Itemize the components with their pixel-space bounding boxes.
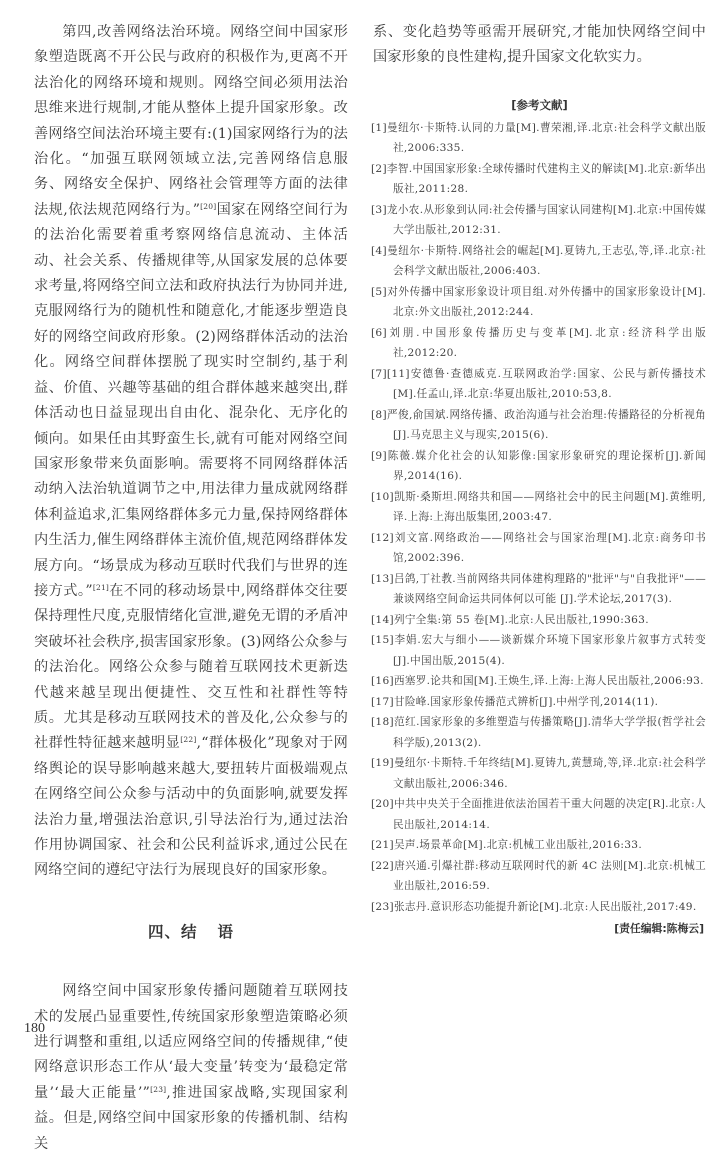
reference-item: [13]吕鸽,丁社教.当前网络共同体建构理路的"批评"与"自我批评"——兼谈网络空间命运共同体何以可能 [J].学术论坛,2017(3).	[371, 572, 706, 606]
page-number: 180	[24, 1021, 45, 1036]
reference-item: [3]龙小农.从形象到认同:社会传播与国家认同建构[M].北京:中国传媒大学出版社,2012:31.	[371, 203, 706, 237]
reference-item: [10]凯斯·桑斯坦.网络共和国——网络社会中的民主问题[M].黄维明,译.上海:上海出版集团,2003:47.	[371, 490, 706, 524]
reference-list	[373, 118, 706, 918]
reference-item: [2]李智.中国国家形象:全球传播时代建构主义的解读[M].北京:新华出版社,2011:28.	[371, 162, 706, 196]
reference-item: [6]刘朋.中国形象传播历史与变革[M].北京:经济科学出版社,2012:20.	[371, 326, 706, 360]
reference-item: [9]陈薇.媒介化社会的认知影像:国家形象研究的理论探析[J].新闻界,2014(16).	[371, 449, 706, 483]
citation-20[interactable]: [20]	[200, 201, 217, 211]
reference-item: [15]李娟.宏大与细小——谈新媒介环境下国家形象片叙事方式转变[J].中国出版,2015(4).	[371, 634, 706, 667]
reference-item: [18]范红.国家形象的多维塑造与传播策略[J].清华大学学报(哲学社会科学版),2013(2).	[371, 716, 706, 749]
body-paragraph-continuation: 系、变化趋势等亟需开展研究,才能加快网络空间中国家形象的良性建构,提升国家文化软实力。	[373, 24, 706, 66]
reference-item: [17]甘险峰.国家形象传播范式辨析[J].中州学刊,2014(11).	[371, 695, 659, 708]
section-heading-conclusion: 四、结 语	[147, 922, 235, 941]
reference-item: [7][11]安德鲁·查德威克.互联网政治学:国家、公民与新传播技术[M].任孟山,译.北京:华夏出版社,2010:53,8.	[371, 367, 706, 401]
citation-23[interactable]: [23]	[150, 1084, 167, 1094]
citation-21[interactable]: [21]	[92, 582, 110, 592]
reference-item: [22]唐兴通.引爆社群:移动互联网时代的新 4C 法则[M].北京:机械工业出版社,2016:59.	[371, 859, 706, 893]
reference-item: [12]刘文富.网络政治——网络社会与国家治理[M].北京:商务印书馆,2002:396.	[371, 531, 706, 565]
reference-item: [23]张志丹.意识形态功能提升新论[M].北京:人民出版社,2017:49.	[371, 900, 697, 913]
left-column	[34, 20, 348, 1157]
reference-item: [1]曼纽尔·卡斯特.认同的力量[M].曹荣湘,译.北京:社会科学文献出版社,2006:335.	[371, 121, 706, 155]
right-column	[373, 20, 706, 936]
reference-item: [19]曼纽尔·卡斯特.千年终结[M].夏铸九,黄慧琦,等,译.北京:社会科学文献出版社,2006:346.	[371, 757, 706, 790]
reference-item: [14]列宁全集:第 55 卷[M].北京:人民出版社,1990:363.	[371, 613, 649, 626]
reference-item: [20]中共中央关于全面推进依法治国若干重大问题的决定[R].北京:人民出版社,2014:14.	[371, 798, 706, 831]
references-title: [参考文献]	[511, 97, 568, 112]
reference-item: [5]对外传播中国家形象设计项目组.对外传播中的国家形象设计[M].北京:外文出版社,2012:244.	[371, 285, 706, 319]
reference-item: [8]严俊,俞国斌.网络传播、政治沟通与社会治理:传播路径的分析视角[J].马克思主义与现实,2015(6).	[371, 408, 706, 442]
reference-item: [4]曼纽尔·卡斯特.网络社会的崛起[M].夏铸九,王志弘,等,译.北京:社会科学文献出版社,2006:403.	[371, 244, 706, 278]
reference-item: [21]吴声.场景革命[M].北京:机械工业出版社,2016:33.	[371, 839, 643, 852]
body-paragraph-conclusion: 网络空间中国家形象传播问题随着互联网技术的发展凸显重要性,传统国家形象塑造策略必须进行调整和重组,以适应网络空间的传播规律,“使网络意识形态工作从‘最大变量’转变为‘最稳定常量’‘最大正能量’”[23],推进国家战略,实现国家利益。但是,网络空间中国家形象的传播机制、结构关	[34, 983, 348, 1152]
reference-item: [16]西塞罗.论共和国[M].王焕生,译.上海:上海人民出版社,2006:93.	[371, 675, 704, 688]
body-paragraph-law-environment: 第四,改善网络法治环境。网络空间中国家形象塑造既离不开公民与政府的积极作为,更离不开法治化的网络环境和规则。网络空间必须用法治思维来进行规制,才能从整体上提升国家形象。改善网络空间法治环境主要有:(1)国家网络行为的法治化。“加强互联网领域立法,完善网络信息服务、网络安全保护、网络社会管理等方面的法律法规,依法规范网络行为。”[20]国家在网络空间行为的法治化需要着重考察网络信息流动、主体活动、社会关系、传播规律等,从国家发展的总体要求考量,将网络空间立法和政府执法行为协同并进,克服网络行为的随机性和随意化,才能逐步塑造良好的网络空间政府形象。(2)网络群体活动的法治化。网络空间群体摆脱了现实时空制约,基于利益、价值、兴趣等基础的组合群体越来越突出,群体活动也日益显现出自由化、混杂化、无序化的倾向。如果任由其野蛮生长,就有可能对网络空间国家形象带来负面影响。需要将不同网络群体活动纳入法治轨道调节之中,用法律力量成就网络群体利益追求,汇集网络群体多元力量,保持网络群体内生活力,催生网络群体主流价值,规范网络群体发展方向。“场景成为移动互联时代我们与世界的连接方式。”[21]在不同的移动场景中,网络群体交往要保持理性尺度,克服情绪化宣泄,避免无谓的矛盾冲突破坏社会秩序,损害国家形象。(3)网络公众参与的法治化。网络公众参与随着互联网技术更新迭代越来越呈现出便捷性、交互性和社群性等特质。尤其是移动互联网技术的普及化,公众参与的社群性特征越来越明显[22],“群体极化”现象对于网络舆论的误导影响越来越大,要扭转片面极端观点在网络空间公众参与活动中的负面影响,就要发挥法治力量,增强法治意识,引导法治行为,通过法治作用协调国家、社会和公民利益诉求,通过公民在网络空间的遵纪守法行为展现良好的国家形象。	[34, 24, 348, 879]
editor-note: [责任编辑:陈梅云]	[614, 922, 704, 936]
citation-22[interactable]: [22]	[180, 735, 197, 745]
